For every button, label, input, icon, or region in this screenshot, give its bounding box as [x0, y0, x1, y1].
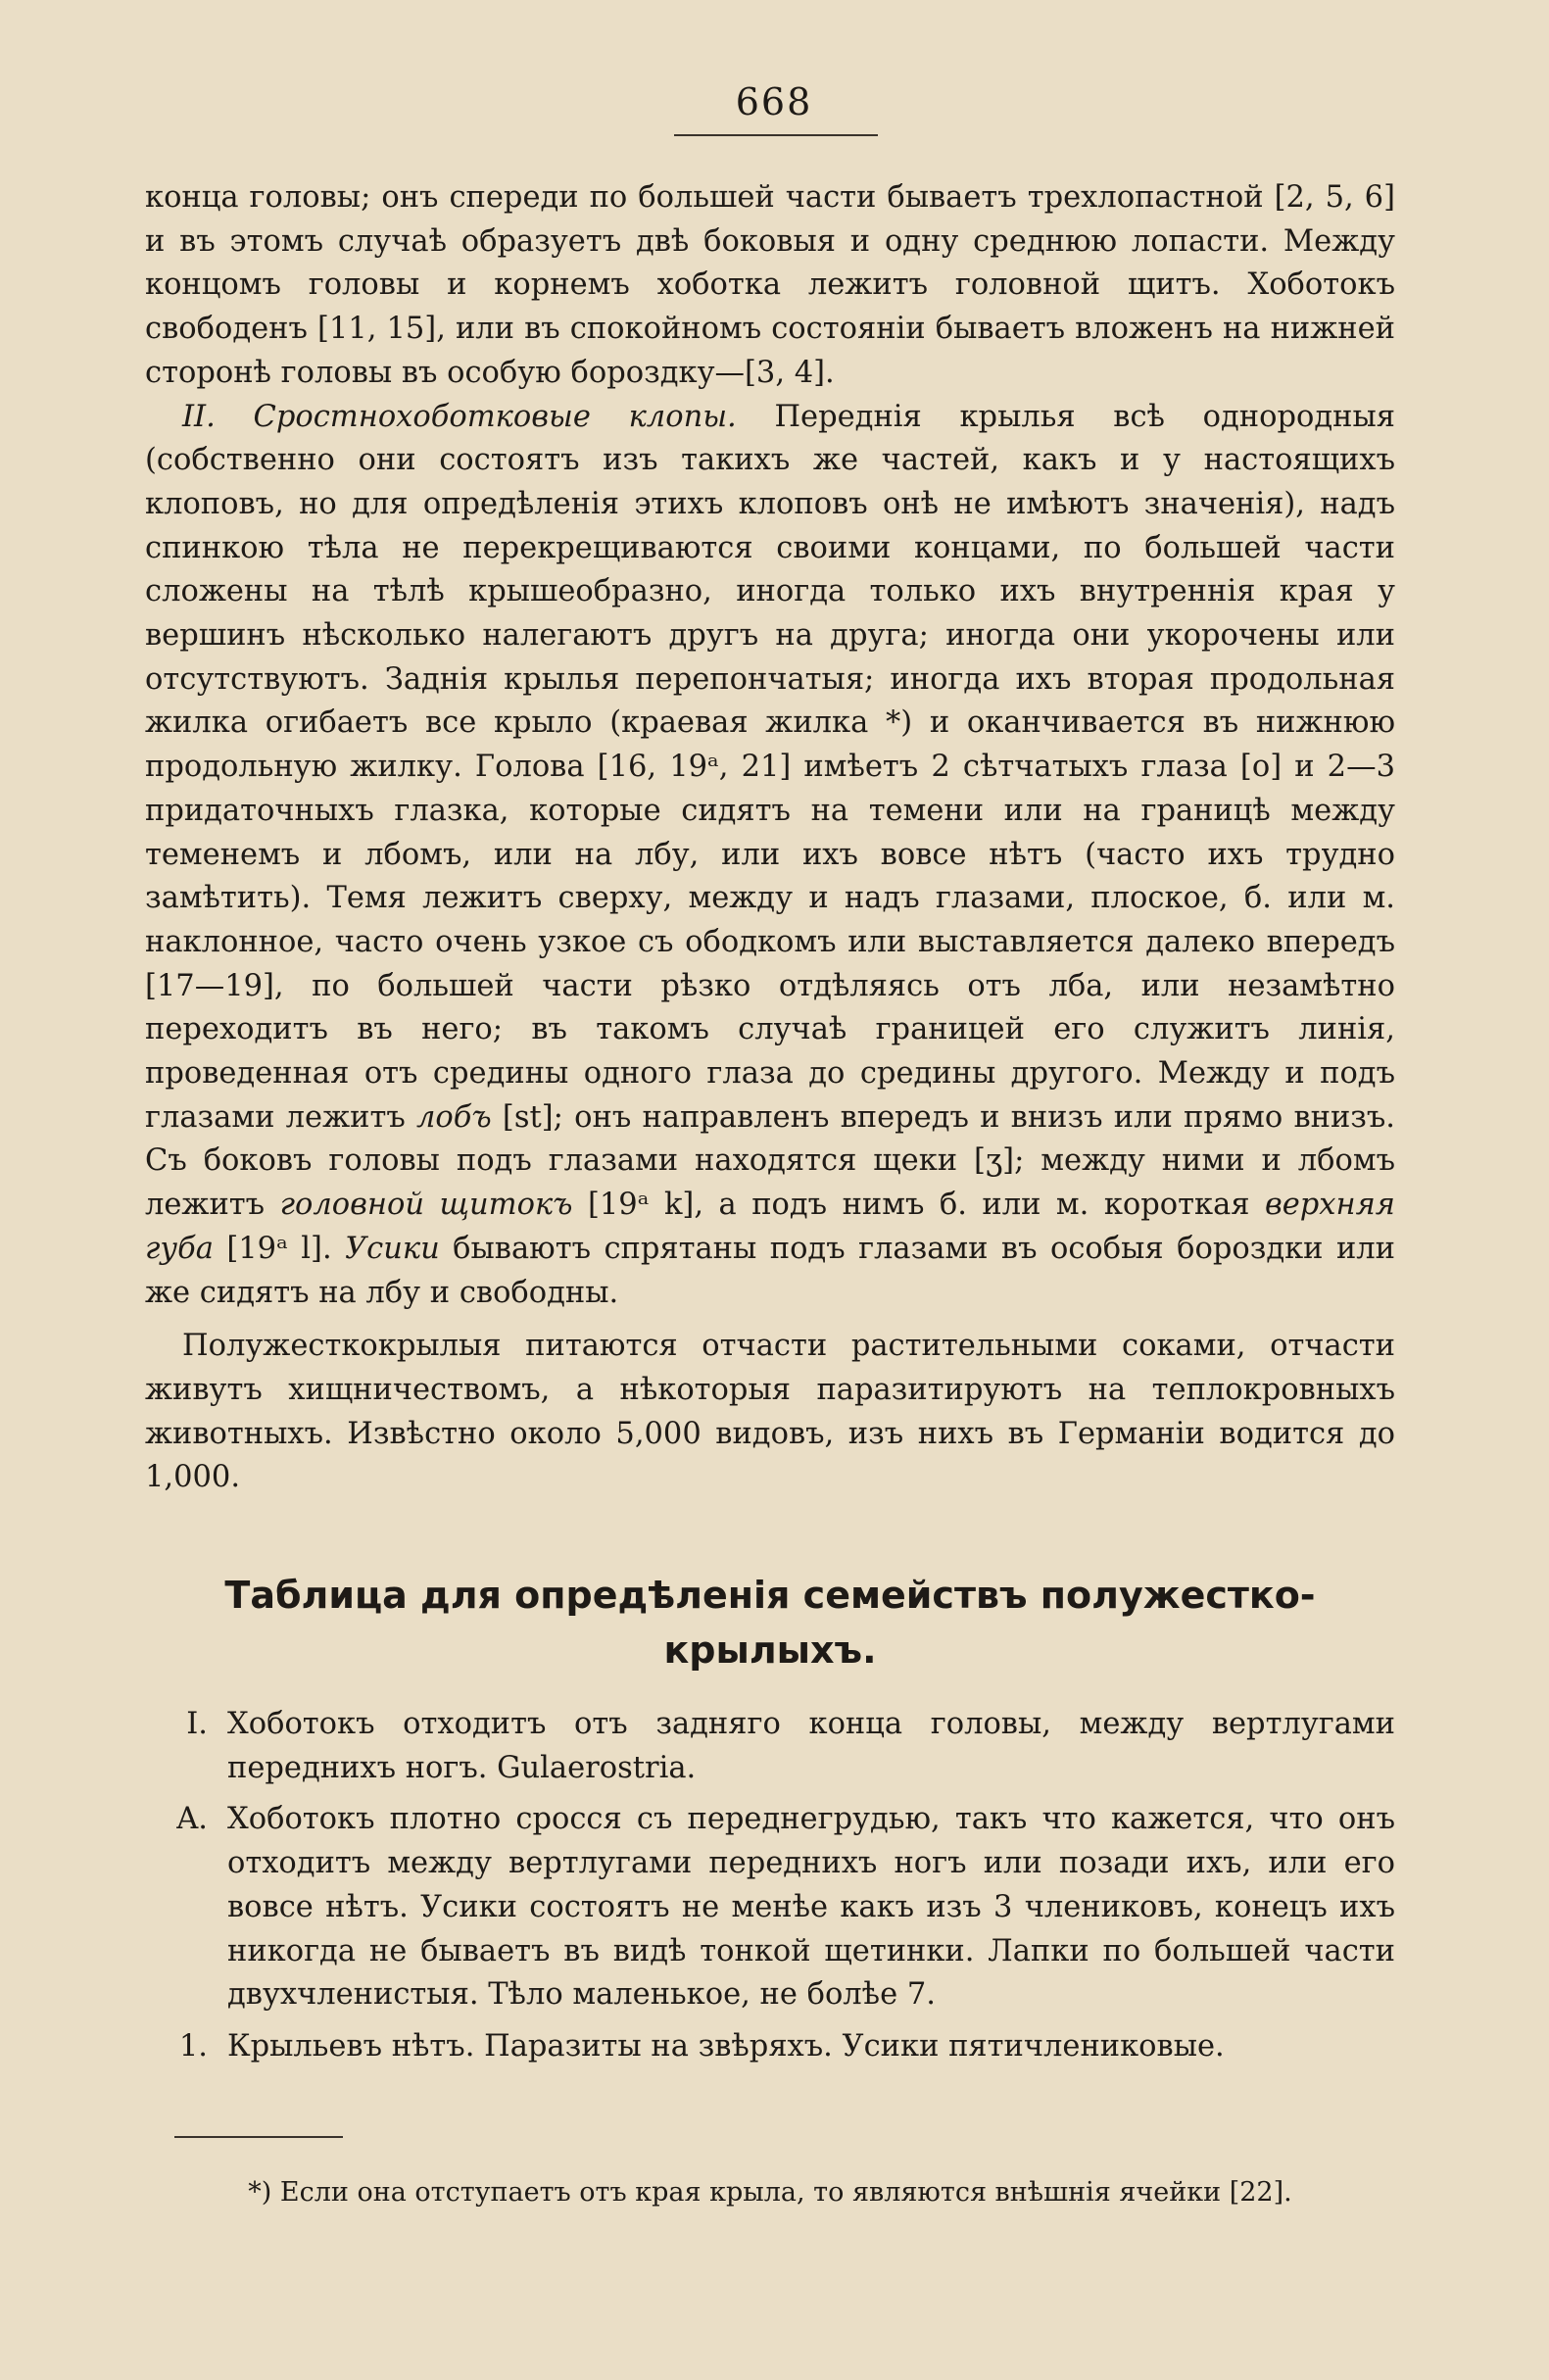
- key-entry: [145, 1798, 1395, 2017]
- term-italic: головной щитокъ: [279, 1188, 573, 1223]
- text-run: [19ᵃ k], а подъ нимъ б. или м. короткая: [572, 1188, 1265, 1223]
- table-heading-line-2: крылыхъ.: [663, 1628, 877, 1672]
- key-entry-mark: 1.: [178, 2028, 208, 2064]
- paragraph-section-ii: [145, 396, 1395, 1316]
- footnote-rule: [174, 2136, 343, 2138]
- paragraph-continued: конца головы; онъ спереди по большей части бываетъ трехлопастной [2, 5, 6] и въ этомъ случаѣ образуетъ двѣ боковыя и одну среднюю лопасти. Между концомъ головы и корнемъ хоботка лежитъ головной щитъ. Хоботокъ свободенъ [11, 15], или въ спокойномъ состояніи бываетъ вложенъ на нижней сторонѣ головы въ особую бороздку—[3, 4].: [145, 180, 1395, 390]
- text-run: бываютъ спрятаны подъ глазами въ особыя бороздки или же сидятъ на лбу и свободны.: [145, 1231, 1395, 1310]
- main-text: [145, 176, 1395, 1500]
- text-run: [19ᵃ l].: [213, 1231, 346, 1266]
- footnote: *) Если она отступаетъ отъ края крыла, то являются внѣшнія ячейки [22].: [248, 2177, 1292, 2208]
- key-entry-mark: A.: [176, 1802, 208, 1837]
- identification-key: [145, 1703, 1395, 2077]
- key-entry: [145, 2025, 1395, 2069]
- page-number-rule: [674, 134, 878, 136]
- key-entry-mark: I.: [186, 1707, 208, 1741]
- term-italic: лобъ: [415, 1099, 492, 1135]
- key-entry-text: Хоботокъ плотно сросся съ переднегрудью, такъ что кажется, что онъ отходитъ между вертлугами переднихъ ногъ или позади ихъ, или его вовсе нѣтъ. Усики состоятъ не менѣе какъ изъ 3 члениковъ, конецъ ихъ никогда не бываетъ въ видѣ тонкой щетинки. Лапки по большей части двухчленистыя. Тѣло маленькое, не болѣе 7.: [227, 1802, 1395, 2013]
- term-italic: Усики: [345, 1231, 440, 1266]
- text-run: [st]; онъ направленъ впередъ и внизъ или прямо внизъ. Съ боковъ головы подъ глазами находятся щеки [ʒ]; между ними и лбомъ лежитъ: [145, 1099, 1396, 1223]
- section-heading-inline: II. Сростнохоботковые клопы.: [182, 399, 737, 434]
- key-entry-text: Хоботокъ отходитъ отъ задняго конца головы, между вертлугами переднихъ ногъ. Gulaerostria.: [227, 1707, 1395, 1785]
- term-italic: верхняя губа: [145, 1188, 1395, 1266]
- key-entry-text: Крыльевъ нѣтъ. Паразиты на звѣряхъ. Усики пятичлениковые.: [227, 2028, 1225, 2064]
- text-run: Переднія крылья всѣ однородныя (собственно они состоятъ изъ такихъ же частей, какъ и у настоящихъ клоповъ, но для опредѣленія этихъ клоповъ онѣ не имѣютъ значенія), надъ спинкою тѣла не перекрещиваются своими концами, по большей части сложены на тѣлѣ крышеобразно, иногда только ихъ внутреннія края у вершинъ нѣсколько налегаютъ другъ на друга; иногда они укорочены или отсутствуютъ. Заднія крылья перепончатыя; иногда ихъ вторая продольная жилка огибаетъ все крыло (краевая жилка *) и оканчивается въ нижнюю продольную жилку. Голова [16, 19ᵃ, 21] имѣетъ 2 сѣтчатыхъ глаза [o] и 2—3 придаточныхъ глазка, которые сидятъ на темени или на границѣ между теменемъ и лбомъ, или на лбу, или ихъ вовсе нѣтъ (часто ихъ трудно замѣтить). Темя лежитъ сверху, между и надъ глазами, плоское, б. или м. наклонное, часто очень узкое съ ободкомъ или выставляется далеко впередъ [17—19], по большей части рѣзко отдѣляясь отъ лба, или незамѣтно переходитъ въ него; въ такомъ случаѣ границей его служитъ линія, проведенная отъ средины одного глаза до средины другого. Между и подъ глазами лежитъ: [145, 399, 1395, 1135]
- table-heading-line-1: Таблица для опредѣленія семействъ полужестко-: [224, 1574, 1316, 1617]
- page-number: 668: [735, 80, 813, 123]
- paragraph-summary: Полужесткокрылыя питаются отчасти растительными соками, отчасти живутъ хищничествомъ, а нѣкоторыя паразитируютъ на теплокровныхъ животныхъ. Извѣстно около 5,000 видовъ, изъ нихъ въ Германіи водится до 1,000.: [145, 1329, 1395, 1495]
- table-heading: [145, 1568, 1395, 1677]
- key-entry: [145, 1703, 1395, 1790]
